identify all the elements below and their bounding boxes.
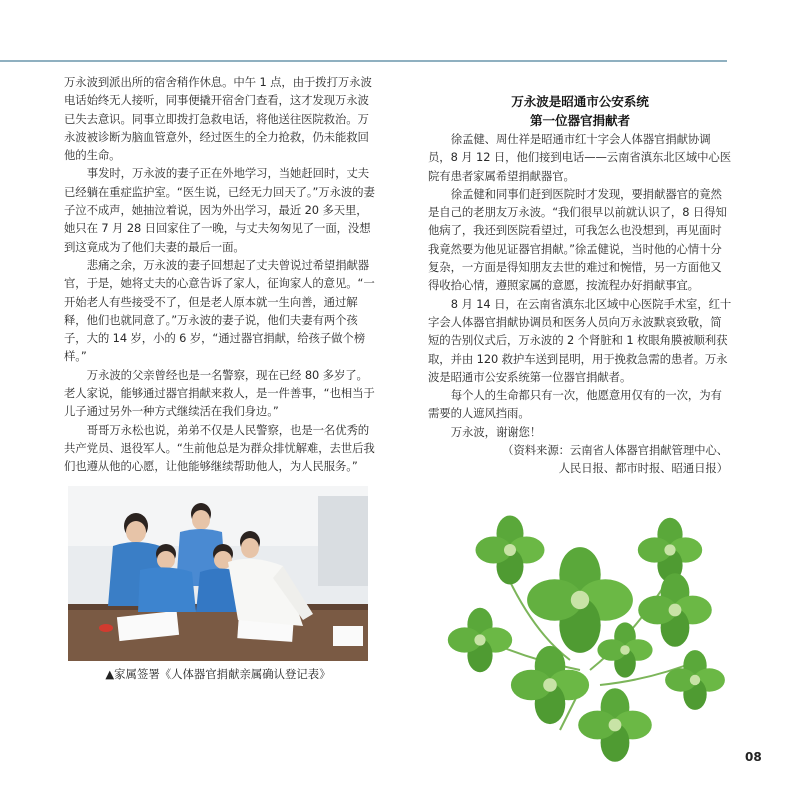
paragraph: 万永波，谢谢您！ [450, 424, 542, 439]
section-headline: 第一位器官捐献者 [530, 113, 630, 128]
photo-caption: ▲家属签署《人体器官捐献亲属确认登记表》 [105, 667, 331, 681]
clover-illustration [440, 510, 740, 770]
paragraph: 事发时，万永波的妻子正在外地学习，当她赶回时，丈夫已经躺在重症监护室。“医生说，已经无力回天了。”万永波的妻子泣不成声，她抽泣着说，因为外出学习，最近 20 多天里，她只在 7 月 28 日回家住了一晚，与丈夫匆匆见了一面，没想到这竟成为了他们夫妻的最后一面。 [64, 166, 375, 254]
paragraph: 万永波的父亲曾经也是一名警察，现在已经 80 多岁了。老人家说，能够通过器官捐献来救人，是一件善事，“也相当于儿子通过另外一种方式继续活在我们身边。” [64, 367, 375, 419]
section-headline: 万永波是昭通市公安系统 [511, 94, 649, 109]
right-article-column [428, 92, 732, 478]
paragraph: 万永波到派出所的宿舍稍作休息。中午 1 点，由于拨打万永波电话始终无人接听，同事便撬开宿舍门查看，这才发现万永波已失去意识。同事立即拨打急救电话，将他送往医院救治。万永波被诊断为脑血管意外，经过医生的全力抢救，仍未能救回他的生命。 [64, 75, 372, 163]
header-rule [0, 60, 727, 62]
paragraph: 徐孟健、周仕祥是昭通市红十字会人体器官捐献协调员，8 月 12 日，他们接到电话——云南省滇东北区域中心医院有患者家属希望捐献器官。 [428, 132, 731, 183]
paragraph: 徐孟健和同事们赶到医院时才发现，要捐献器官的竟然是自己的老朋友万永波。“我们很早以前就认识了，8 日得知他病了，我还到医院看望过，可我怎么也没想到，再见面时我竟然要为他见证器官捐献。”徐孟健说，当时他的心情十分复杂，一方面是得知朋友去世的难过和惋惜，另一方面他又得收拾心情，遵照家属的意愿，按流程办好捐献事宜。 [428, 186, 727, 293]
paragraph: 每个人的生命都只有一次，他愿意用仅有的一次，为有需要的人遮风挡雨。 [428, 388, 722, 421]
source-note: （资料来源：云南省人体器官捐献管理中心、 [502, 443, 728, 458]
paragraph: 哥哥万永松也说，弟弟不仅是人民警察，也是一名优秀的共产党员、退役军人。“生前他总是为群众排忧解难，去世后我们也遵从他的心愿，让他能够继续帮助他人，为人民服务。” [64, 422, 375, 474]
source-note: 人民日报、都市时报、昭通日报） [558, 461, 728, 476]
paragraph: 悲痛之余，万永波的妻子回想起了丈夫曾说过希望捐献器官，于是，她将丈夫的心意告诉了家人，征询家人的意见。“一开始老人有些接受不了，但是老人原本就一生向善，通过解释，他们也就同意了。”万永波的妻子说，他们夫妻有两个孩子，大的 14 岁，小的 6 岁，“通过器官捐献，给孩子做个榜样。” [64, 257, 375, 364]
paragraph: 8 月 14 日，在云南省滇东北区域中心医院手术室，红十字会人体器官捐献协调员和医务人员向万永波默哀致敬，简短的告别仪式后，万永波的 2 个肾脏和 1 枚眼角膜被顺利获取，并由 120 救护车送到昆明，用于挽救急需的患者。万永波是昭通市公安系统第一位器官捐献者。 [428, 296, 732, 384]
left-article-column [64, 73, 376, 476]
page-number: 08 [745, 750, 762, 764]
family-signing-photo [68, 486, 368, 661]
